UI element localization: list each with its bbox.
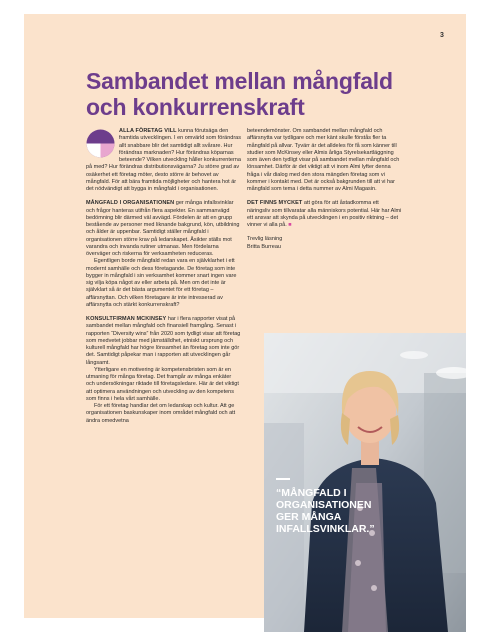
pull-quote: “MÅNGFALD I ORGANISATIONEN GER MÅNGA INFALLSVINKLAR.” bbox=[276, 487, 375, 535]
title-line-1: Sambandet mellan mångfald bbox=[86, 68, 393, 94]
paragraph-lead: MÅNGFALD I ORGANISATIONEN bbox=[86, 200, 175, 207]
paragraph-body: kunna förutsäga den framtida utvecklingen. I en omvärld som förändras allt snabbare blir det samtidigt allt svårare. Hur förändras marknaden? Hur förändras köparnas beteende? Vilken utveckling håller konkurrenterna på med? Hur förändras distributionsvägarna? Ju större grad av osäkerhet ett företag möter, desto större är behovet av mångfald. För att bära framtida möjligheter och hantera hot är det nödvändigt att bygga in mångfald i organisationen. bbox=[86, 128, 241, 192]
signoff bbox=[247, 236, 402, 251]
paragraph-body: ger många infallsvinklar och frågor hanteras utifrån flera aspekter. En sammanvägd bedömning blir därmed väl avvägd. Fördelen är att en grupp bestående av personer med liknande bakgrund, kön, utbildning och ålder är uppenbar. Samtidigt ställer mångfald i organisationen större krav på ledarskapet. Åsikter ställs mot varandra och invanda rutiner utmanas. Men fördelarna överväger och riskerna för verksamheten reduceras. bbox=[86, 200, 240, 257]
paragraph-self-evident: Egentligen borde mångfald redan vara en självklarhet i ett modernt samhälle och dess företagande. De företag som inte bygger in mångfald i sin verksamhet kommer snart ingen vare sig vilja köpa något av eller arbeta på. Men om det inte är självklart så är det bästa argumentet för ett företag – affärsnyttan. Och vilken företagare är inte intresserad av affärsnytta och stärkt konkurrenskraft? bbox=[86, 258, 237, 308]
signoff-author: Britta Burreau bbox=[247, 243, 281, 250]
page-number: 3 bbox=[440, 32, 444, 39]
paragraph-competence: Ytterligare en motivering är kompetensbristen som är en utmaning för många företag. Det framgår av många enkäter och undersökningar riktade till företagsledare. Här är det viktigt att optimera användningen och utveckling av den kompetens som finns i hela vårt samhälle. bbox=[86, 366, 239, 402]
paragraph-diversity bbox=[86, 200, 241, 258]
dropcap-circle-icon bbox=[86, 129, 115, 158]
paragraph-intro bbox=[86, 128, 241, 193]
article-column-left bbox=[86, 128, 241, 425]
paragraph-lead: ALLA FÖRETAG VILL bbox=[119, 128, 177, 134]
paragraph-closing bbox=[247, 200, 402, 229]
paragraph-mckinsey bbox=[86, 316, 241, 367]
title-line-2: och konkurrenskraft bbox=[86, 94, 305, 120]
paragraph-leadership: För ett företag handlar det om ledarskap och kultur. Att ge organisationen baskunskaper inom området mångfald och att ändra omedvetna bbox=[86, 403, 236, 424]
signoff-greeting: Trevlig läsning bbox=[247, 236, 283, 243]
portrait-illustration bbox=[264, 333, 466, 632]
quote-divider bbox=[276, 478, 290, 480]
paragraph-behaviour: beteendemönster. Om sambandet mellan mångfald och affärsnytta var tydligare och mer känt skulle förstås fler ta mångfald på allvar. Tyvärr är det alldeles för få som känner till studier som McKinsey eller Almis årliga Styrelsekartläggning som även den tydligt visar på sambandet mellan mångfald och lönsamhet. Därför är det viktigt att vi inom Almi lyfter denna fråga i vår dialog med den stora mängden företag som vi kommer i kontakt med. Det är också bakgrunden till att vi har mångfald som tema i detta nummer av Almi Magasin. bbox=[247, 128, 400, 192]
article-column-right bbox=[247, 128, 402, 251]
paragraph-body: att göra för att åstadkomma ett näringsliv som tillvaratar alla människors potential. Här har Almi ett ansvar att skynda på utvecklingen i en positiv riktning – det vinner vi alla på. bbox=[247, 200, 402, 228]
end-mark-icon: ■ bbox=[288, 222, 292, 228]
page-title bbox=[86, 68, 446, 120]
portrait-photo bbox=[264, 333, 466, 632]
paragraph-body: har i flera rapporter visat på sambandet mellan mångfald och finansiell framgång. Senast i rapporten “Diversity wins” från 2020 som tydligt visar att företag som medvetet jobbar med jämställdhet, etniskt ursprung och kulturell mångfald har högre lönsamhet än företag som inte gör det. Samtidigt påpekar man i rapporten att utvecklingen går långsamt. bbox=[86, 316, 241, 366]
paragraph-lead: DET FINNS MYCKET bbox=[247, 200, 303, 207]
paragraph-lead: KONSULTFIRMAN MCKINSEY bbox=[86, 316, 167, 322]
